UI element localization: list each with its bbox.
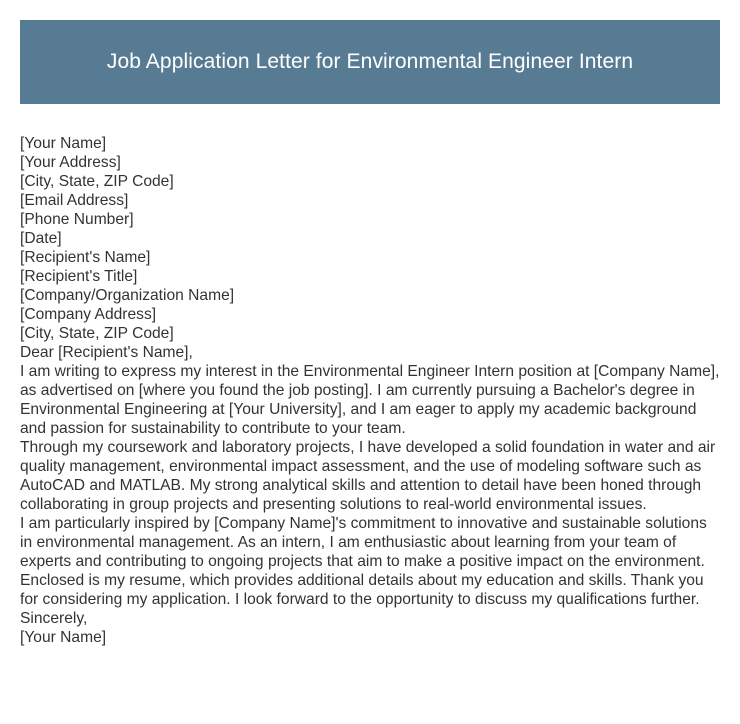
sender-name: [Your Name] <box>20 135 107 152</box>
sender-email: [Email Address] <box>20 192 129 209</box>
recipient-name: [Recipient's Name] <box>20 249 151 266</box>
signature: [Your Name] <box>20 629 107 646</box>
paragraph-qualifications: Through my coursework and laboratory projects, I have developed a solid foundation in water and air quality management, environmental impact assessment, and the use of modeling software such as AutoCAD and MATLAB. My strong analytical skills and attention to detail have been honed through collaborating in group projects and presenting solutions to real-world environmental issues. <box>20 439 716 513</box>
recipient-city-state-zip: [City, State, ZIP Code] <box>20 325 174 342</box>
salutation: Dear [Recipient's Name], <box>20 344 193 361</box>
paragraph-introduction: I am writing to express my interest in the Environmental Engineer Intern position at [Company Name], as advertised on [where you found the job posting]. I am currently pursuing a Bachelor's degree in Environmental Engineering at [Your University], and I am eager to apply my academic background and passion for sustainability to contribute to your team. <box>20 363 720 437</box>
letter-date: [Date] <box>20 230 62 247</box>
recipient-block <box>20 248 720 343</box>
paragraph-motivation: I am particularly inspired by [Company Name]'s commitment to innovative and sustainable solutions in environmental management. As an intern, I am enthusiastic about learning from your team of experts and contributing to ongoing projects that aim to make a positive impact on the environment. <box>20 515 707 570</box>
sender-city-state-zip: [City, State, ZIP Code] <box>20 173 174 190</box>
letter-body <box>20 134 720 647</box>
sender-phone: [Phone Number] <box>20 211 134 228</box>
paragraph-closing-remarks: Enclosed is my resume, which provides additional details about my education and skills. Thank you for considering my application. I look forward to the opportunity to discuss my qualifications further. <box>20 572 704 608</box>
title-banner <box>20 20 720 104</box>
sender-address: [Your Address] <box>20 154 121 171</box>
recipient-address: [Company Address] <box>20 306 157 323</box>
page-title: Job Application Letter for Environmental Engineer Intern <box>106 50 634 73</box>
sender-block <box>20 134 720 248</box>
closing: Sincerely, <box>20 610 88 627</box>
recipient-title: [Recipient's Title] <box>20 268 138 285</box>
recipient-company: [Company/Organization Name] <box>20 287 235 304</box>
